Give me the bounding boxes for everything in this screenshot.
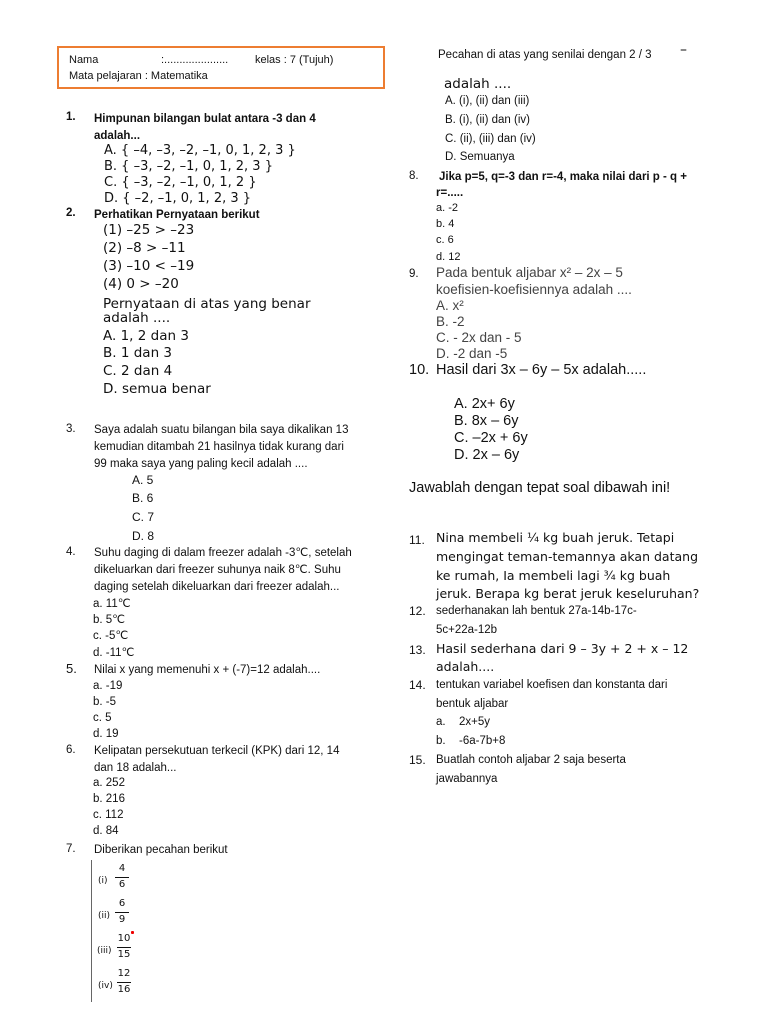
question-number: 8. bbox=[409, 170, 419, 182]
option-c: C. - 2x dan - 5 bbox=[436, 330, 522, 345]
option-b: B. -2 bbox=[436, 314, 465, 329]
option-a: A. { –4, –3, –2, –1, 0, 1, 2, 3 } bbox=[104, 143, 296, 158]
statement-3: (3) –10 < –19 bbox=[103, 258, 195, 274]
option-b: b. 4 bbox=[436, 218, 455, 230]
question-text: Hasil sederhana dari 9 – 3y + 2 + x – 12 bbox=[436, 641, 689, 656]
question-text: Pecahan di atas yang senilai dengan 2 / 3 bbox=[438, 49, 652, 61]
option-d: d. 19 bbox=[93, 728, 119, 740]
fraction-label: (iii) bbox=[97, 946, 112, 956]
option-d: d. 84 bbox=[93, 825, 119, 837]
question-text: adalah .... bbox=[444, 76, 512, 92]
option-a: a. 252 bbox=[93, 777, 125, 789]
fraction-bar bbox=[115, 877, 129, 878]
question-text: Saya adalah suatu bilangan bila saya dikalikan 13 bbox=[94, 424, 349, 436]
option-c: C. –2x + 6y bbox=[454, 430, 528, 446]
question-text: Himpunan bilangan bulat antara -3 dan 4 bbox=[94, 113, 316, 125]
item-label: a. bbox=[436, 716, 446, 728]
question-text: daging setelah dikeluarkan dari freezer adalah... bbox=[94, 581, 340, 593]
question-number: 11. bbox=[409, 533, 425, 547]
option-b: B. { –3, –2, –1, 0, 1, 2, 3 } bbox=[104, 159, 273, 174]
question-number: 12. bbox=[409, 604, 426, 618]
option-b: B. 8x – 6y bbox=[454, 413, 519, 429]
fraction-numerator: 4 bbox=[118, 863, 126, 874]
fraction-numerator: 6 bbox=[118, 898, 126, 909]
fraction-bar bbox=[117, 982, 131, 983]
option-c: C. 7 bbox=[132, 510, 155, 524]
statement-1: (1) –25 > –23 bbox=[103, 222, 195, 238]
option-d: d. 12 bbox=[436, 251, 461, 263]
fraction-list-border bbox=[91, 860, 92, 1002]
option-b: B. 1 dan 3 bbox=[103, 345, 173, 361]
question-number: 14. bbox=[409, 678, 426, 692]
red-mark-icon bbox=[131, 931, 134, 934]
option-d: d. -11℃ bbox=[93, 647, 135, 659]
question-text: Pada bentuk aljabar x² – 2x – 5 bbox=[436, 265, 623, 280]
fraction-bar bbox=[115, 912, 129, 913]
fraction-denominator: 9 bbox=[118, 914, 126, 925]
fraction-label: (ii) bbox=[98, 911, 111, 921]
statement-2: (2) –8 > –11 bbox=[103, 240, 186, 256]
option-d: D. { –2, –1, 0, 1, 2, 3 } bbox=[104, 191, 252, 206]
option-c: c. -5℃ bbox=[93, 630, 129, 642]
option-d: D. semua benar bbox=[103, 381, 211, 397]
nama-label: Nama bbox=[69, 54, 99, 66]
option-c: c. 6 bbox=[436, 234, 454, 246]
option-b: b. -5 bbox=[93, 696, 117, 708]
option-c: C. (ii), (iii) dan (iv) bbox=[445, 133, 536, 145]
option-c: C. { –3, –2, –1, 0, 1, 2 } bbox=[104, 175, 257, 190]
question-text: Buatlah contoh aljabar 2 saja beserta bbox=[436, 754, 626, 766]
option-d: D. -2 dan -5 bbox=[436, 346, 508, 361]
question-text: adalah.... bbox=[436, 659, 495, 674]
question-text: Nilai x yang memenuhi x + (-7)=12 adalah.... bbox=[94, 664, 321, 676]
option-d: D. 8 bbox=[132, 529, 155, 543]
option-a: A. (i), (ii) dan (iii) bbox=[445, 95, 530, 107]
option-c: C. 2 dan 4 bbox=[103, 363, 173, 379]
option-a: A. 5 bbox=[132, 473, 154, 487]
question-text: tentukan variabel koefisen dan konstanta dari bbox=[436, 679, 668, 691]
question-number: 7. bbox=[66, 843, 76, 855]
question-text: dan 18 adalah... bbox=[94, 762, 177, 774]
question-text: Nina membeli ¼ kg buah jeruk. Tetapi bbox=[436, 530, 675, 545]
question-text: Hasil dari 3x – 6y – 5x adalah..... bbox=[436, 362, 647, 378]
fraction-label: (iv) bbox=[98, 981, 113, 991]
question-text: adalah... bbox=[94, 130, 141, 142]
question-text: Suhu daging di dalam freezer adalah -3℃, setelah bbox=[94, 547, 352, 559]
question-text: Kelipatan persekutuan terkecil (KPK) dari 12, 14 bbox=[94, 745, 340, 757]
question-number: 15. bbox=[409, 753, 426, 767]
option-a: a. -19 bbox=[93, 680, 123, 692]
kelas-label: kelas : 7 (Tujuh) bbox=[255, 54, 334, 66]
question-number: 2. bbox=[66, 207, 76, 219]
option-b: B. 6 bbox=[132, 491, 154, 505]
fraction-denominator: 15 bbox=[117, 949, 131, 960]
fraction-bar bbox=[117, 947, 131, 948]
option-b: b. 216 bbox=[93, 793, 125, 805]
fraction-numerator: 12 bbox=[117, 968, 131, 979]
fraction-denominator: 6 bbox=[118, 879, 126, 890]
question-text: jeruk. Berapa kg berat jeruk keseluruhan? bbox=[436, 586, 700, 601]
dash: – bbox=[680, 42, 687, 58]
question-text: jawabannya bbox=[436, 773, 498, 785]
item-text: -6a-7b+8 bbox=[459, 735, 506, 747]
option-b: b. 5℃ bbox=[93, 614, 126, 626]
question-number: 5. bbox=[66, 661, 77, 676]
question-text: r=..... bbox=[436, 187, 464, 199]
option-c: c. 112 bbox=[93, 809, 124, 821]
question-number: 13. bbox=[409, 643, 426, 657]
question-text: sederhanakan lah bentuk 27a-14b-17c- bbox=[436, 605, 637, 617]
question-text: 99 maka saya yang paling kecil adalah .... bbox=[94, 458, 308, 470]
question-text: dikeluarkan dari freezer suhunya naik 8℃. Suhu bbox=[94, 564, 341, 576]
question-number: 9. bbox=[409, 268, 419, 280]
question-number: 6. bbox=[66, 744, 76, 756]
fraction-label: (i) bbox=[98, 876, 108, 886]
question-text: adalah .... bbox=[103, 310, 171, 326]
question-text: 5c+22a-12b bbox=[436, 624, 498, 636]
item-text: 2x+5y bbox=[459, 716, 491, 728]
question-text: mengingat teman-temannya akan datang bbox=[436, 549, 698, 564]
question-text: Perhatikan Pernyataan berikut bbox=[94, 209, 260, 221]
question-text: ke rumah, Ia membeli lagi ¾ kg buah bbox=[436, 568, 671, 583]
option-a: A. 2x+ 6y bbox=[454, 396, 515, 412]
option-a: a. 11℃ bbox=[93, 598, 131, 610]
fraction-denominator: 16 bbox=[117, 984, 131, 995]
option-a: A. x² bbox=[436, 298, 464, 313]
identity-box bbox=[57, 46, 385, 89]
question-number: 1. bbox=[66, 111, 76, 123]
question-number: 4. bbox=[66, 546, 76, 558]
nama-field: :..................... bbox=[161, 54, 229, 66]
question-text: koefisien-koefisiennya adalah .... bbox=[436, 282, 632, 297]
option-c: c. 5 bbox=[93, 712, 112, 724]
question-number: 10. bbox=[409, 362, 430, 378]
question-text: bentuk aljabar bbox=[436, 698, 509, 710]
option-a: A. 1, 2 dan 3 bbox=[103, 328, 189, 344]
option-b: B. (i), (ii) dan (iv) bbox=[445, 114, 530, 126]
question-text: Jika p=5, q=-3 dan r=-4, maka nilai dari p - q + bbox=[439, 171, 687, 183]
fraction-numerator: 10 bbox=[117, 933, 131, 944]
question-text: kemudian ditambah 21 hasilnya tidak kurang dari bbox=[94, 441, 344, 453]
option-a: a. -2 bbox=[436, 202, 459, 214]
question-number: 3. bbox=[66, 423, 76, 435]
question-text: Diberikan pecahan berikut bbox=[94, 844, 228, 856]
option-d: D. 2x – 6y bbox=[454, 447, 520, 463]
essay-heading: Jawablah dengan tepat soal dibawah ini! bbox=[409, 480, 671, 496]
statement-4: (4) 0 > –20 bbox=[103, 276, 179, 292]
item-label: b. bbox=[436, 735, 446, 747]
option-d: D. Semuanya bbox=[445, 151, 515, 163]
question-text: Pernyataan di atas yang benar bbox=[103, 296, 311, 312]
mapel-label: Mata pelajaran : Matematika bbox=[69, 70, 208, 82]
